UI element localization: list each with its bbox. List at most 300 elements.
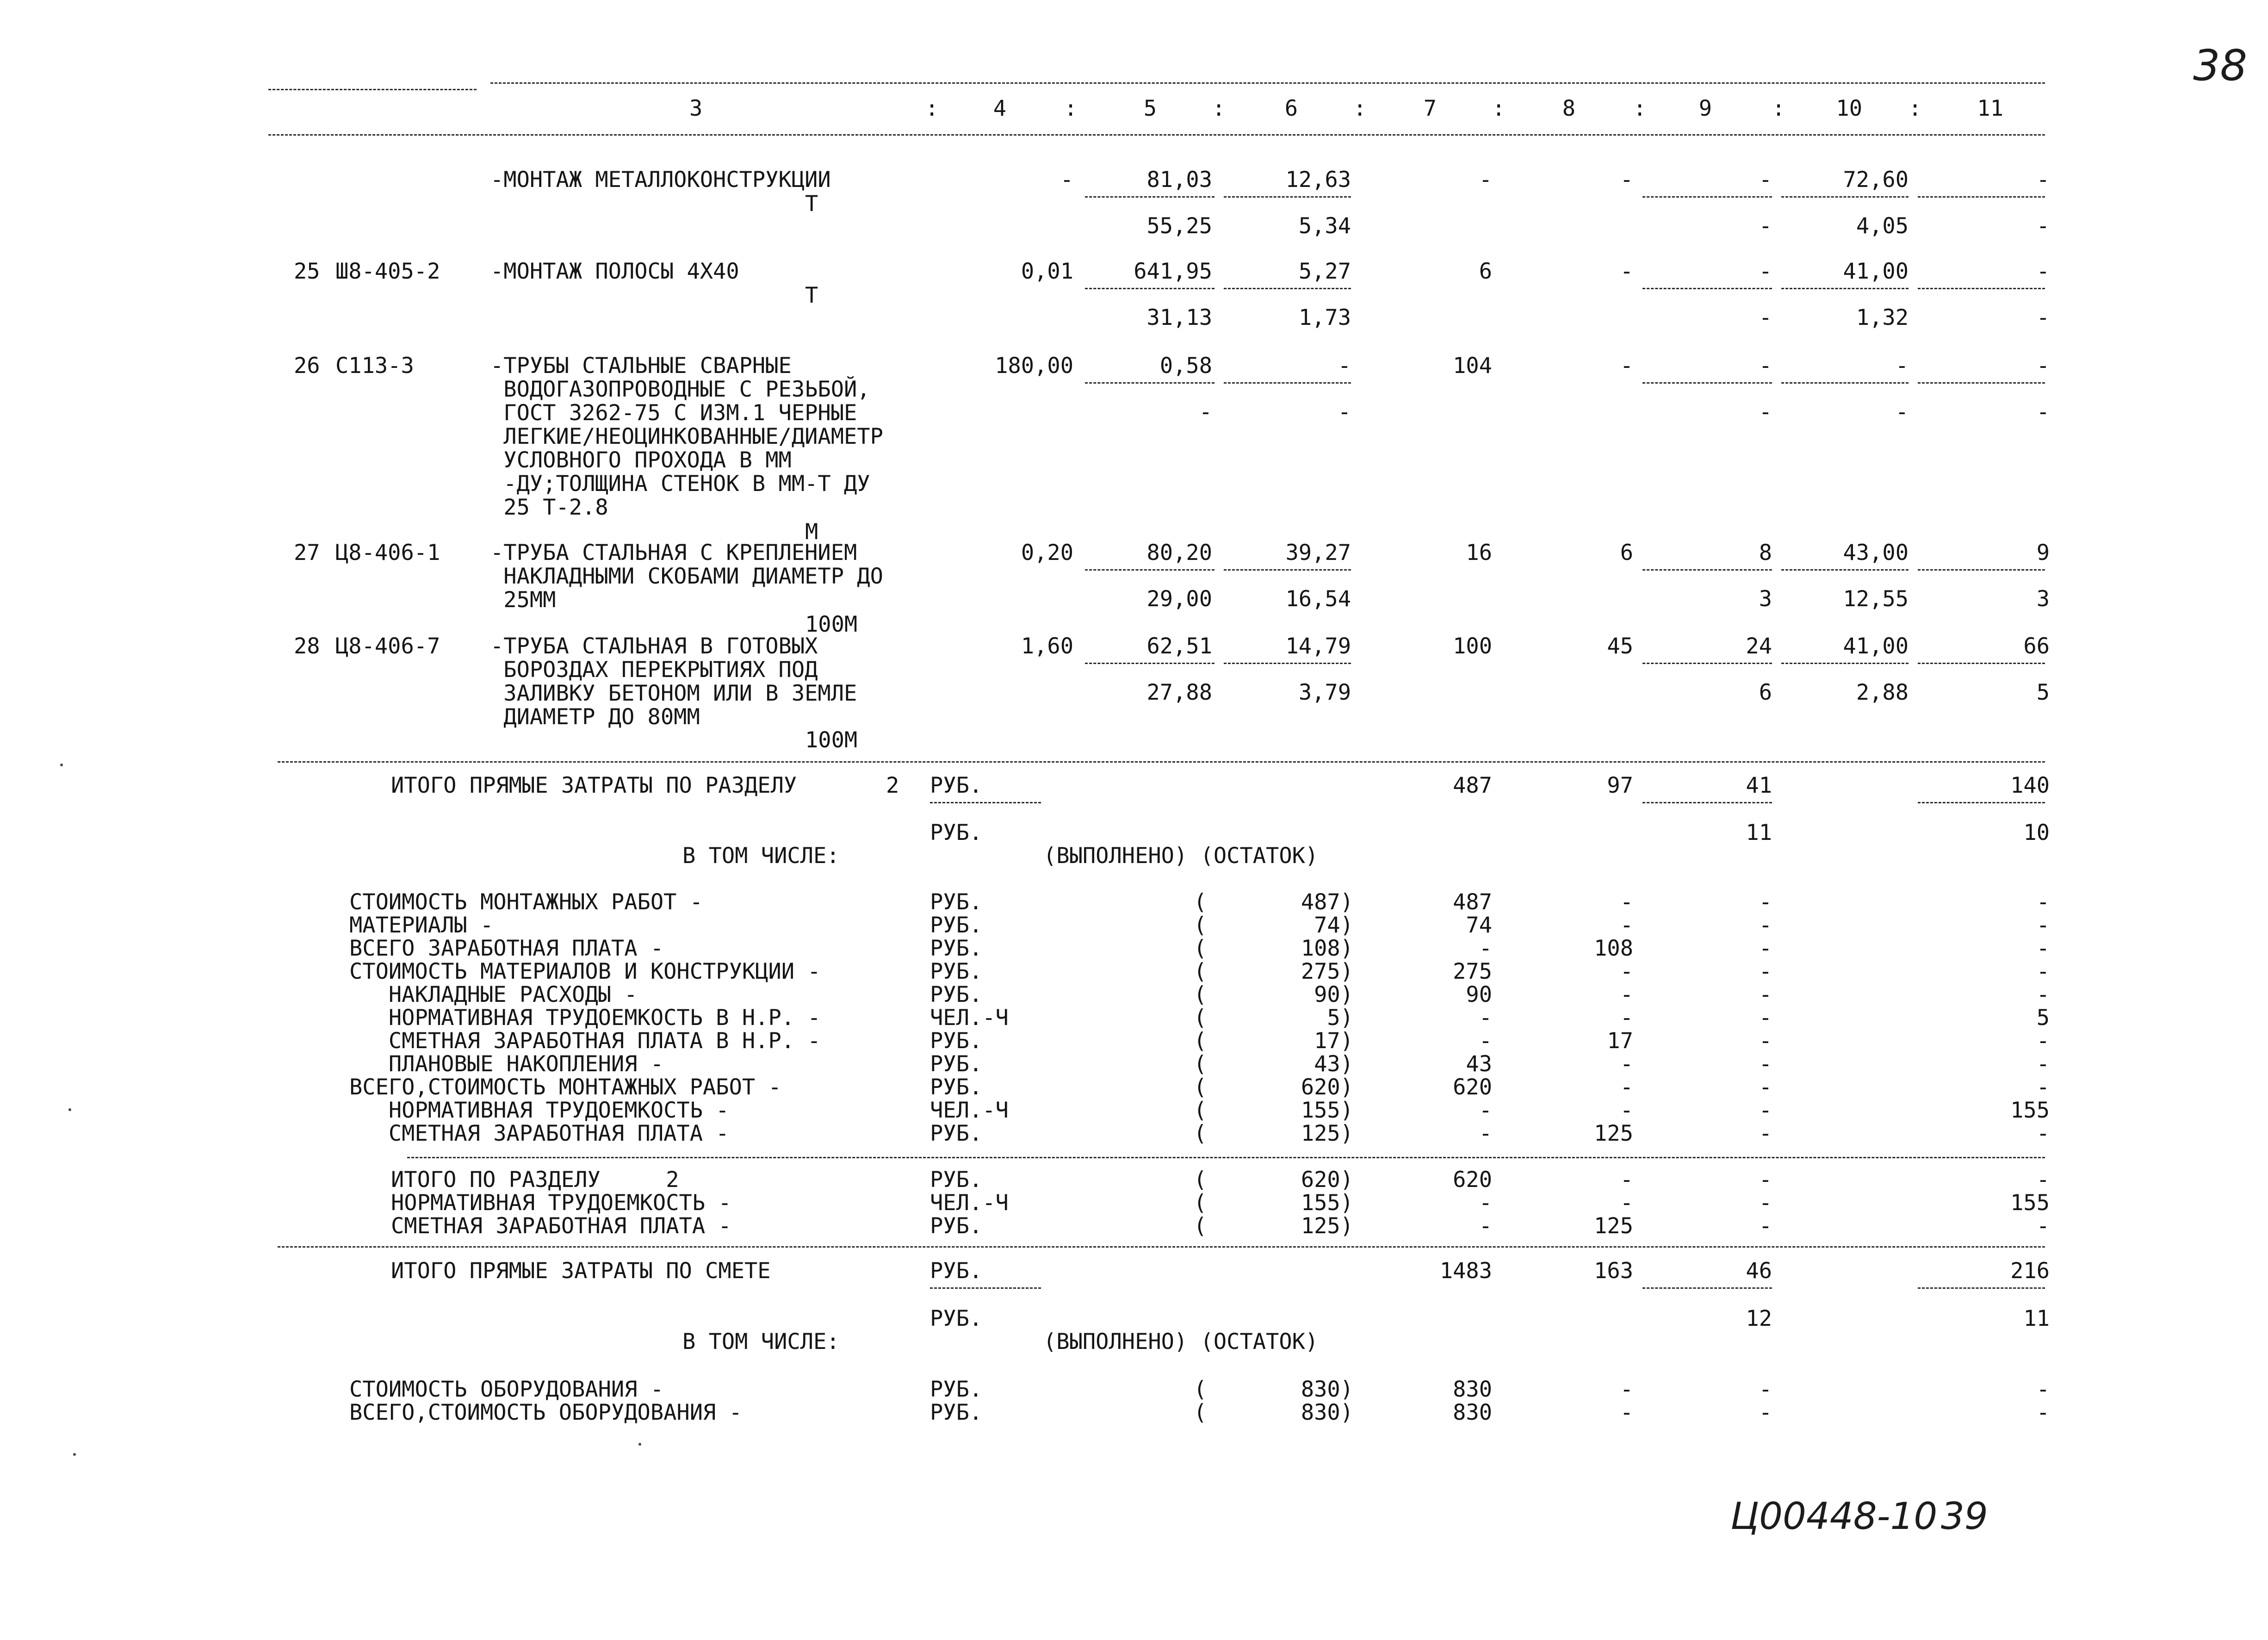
breakdown-row-label: СТОИМОСТЬ МОНТАЖНЫХ РАБОТ -: [349, 889, 703, 915]
estimate-unit-rule: [930, 1287, 1041, 1289]
breakdown-row-c11: -: [2036, 1075, 2050, 1100]
entry-c4: 180,00: [995, 353, 1073, 379]
entry-description: НАКЛАДНЫМИ СКОБАМИ ДИАМЕТР ДО: [490, 564, 883, 589]
entry-sub-rule-10: [1781, 569, 1909, 571]
breakdown-row-c11: -: [2036, 913, 2050, 938]
entry-c4: 1,60: [1021, 634, 1073, 659]
section-total-rule-9: [1642, 802, 1772, 803]
breakdown-row-value: 108): [1301, 936, 1353, 961]
header-col-9: 9: [1698, 96, 1712, 121]
entry-description: -ДУ;ТОЛЩИНА СТЕНОК В ММ-Т ДУ: [490, 471, 870, 497]
entry-c7: -: [1479, 167, 1492, 193]
section-final-c9: -: [1759, 1190, 1772, 1216]
entry-code: Ц8-406-1: [335, 540, 440, 565]
section-final-c9: -: [1759, 1213, 1772, 1239]
estimate-total-label: ИТОГО ПРЯМЫЕ ЗАТРАТЫ ПО СМЕТЕ: [391, 1258, 771, 1284]
entry-c9: 24: [1746, 634, 1772, 659]
equipment-row-label: ВСЕГО,СТОИМОСТЬ ОБОРУДОВАНИЯ -: [349, 1400, 742, 1425]
header-col-4: 4: [993, 96, 1006, 121]
breakdown-row-c11: 5: [2036, 1005, 2050, 1031]
entry-sub-rule-5: [1085, 288, 1215, 289]
breakdown-row-c8: -: [1620, 1005, 1633, 1031]
breakdown-row-c9: -: [1759, 1075, 1772, 1100]
including-label: В ТОМ ЧИСЛЕ:: [682, 1329, 840, 1354]
header-col-6: 6: [1284, 96, 1298, 121]
header-separator: :: [925, 96, 939, 121]
estimate-total-unit-2: РУБ.: [930, 1306, 983, 1331]
entry-c4: -: [1060, 167, 1073, 193]
estimate-total-c8: 163: [1594, 1258, 1633, 1284]
entry-c10: 41,00: [1843, 634, 1909, 659]
breakdown-row-label: ВСЕГО,СТОИМОСТЬ МОНТАЖНЫХ РАБОТ -: [349, 1075, 781, 1100]
document-code: Ц00448-10: [1730, 1495, 1938, 1538]
section-final-paren: (: [1194, 1190, 1207, 1216]
entry-c5: 80,20: [1146, 540, 1212, 565]
entry-sub-rule-11: [1918, 288, 2045, 289]
section-total-unit-rule: [930, 802, 1041, 803]
entry-c10: 43,00: [1843, 540, 1909, 565]
section-total-label: ИТОГО ПРЯМЫЕ ЗАТРАТЫ ПО РАЗДЕЛУ: [391, 773, 797, 798]
breakdown-row-c7: 275: [1453, 959, 1492, 984]
header-col-7: 7: [1423, 96, 1437, 121]
breakdown-row-c9: -: [1759, 889, 1772, 915]
equipment-row-c9: -: [1759, 1400, 1772, 1425]
equipment-row-unit: РУБ.: [930, 1377, 983, 1402]
section-total-c9-sub: 11: [1746, 820, 1772, 845]
estimate-rule-11: [1918, 1287, 2045, 1289]
header-separator: :: [1772, 96, 1785, 121]
section-total-c8: 97: [1607, 773, 1633, 798]
breakdown-row-unit: РУБ.: [930, 1028, 983, 1054]
entry-description: -ТРУБА СТАЛЬНАЯ С КРЕПЛЕНИЕМ: [490, 540, 857, 565]
entry-c6-sub: 16,54: [1285, 586, 1351, 612]
breakdown-row-c7: -: [1479, 1121, 1492, 1146]
breakdown-row-label: НАКЛАДНЫЕ РАСХОДЫ -: [349, 982, 638, 1007]
breakdown-row-paren: (: [1194, 982, 1207, 1007]
entry-sub-rule-5: [1085, 569, 1215, 571]
entry-c11: -: [2036, 167, 2050, 193]
entry-description: БОРОЗДАХ ПЕРЕКРЫТИЯХ ПОД: [490, 657, 818, 683]
breakdown-row-c11: -: [2036, 936, 2050, 961]
including-label: В ТОМ ЧИСЛЕ:: [682, 843, 840, 869]
entry-c10: 41,00: [1843, 259, 1909, 284]
breakdown-row-c8: 125: [1594, 1121, 1633, 1146]
breakdown-row-c7: 487: [1453, 889, 1492, 915]
breakdown-row-c7: -: [1479, 936, 1492, 961]
entry-c6-sub: 1,73: [1298, 305, 1351, 330]
entry-c8: -: [1620, 259, 1633, 284]
entry-sub-rule-6: [1224, 288, 1351, 289]
equipment-row-unit: РУБ.: [930, 1400, 983, 1425]
breakdown-row-label: НОРМАТИВНАЯ ТРУДОЕМКОСТЬ -: [349, 1098, 729, 1123]
section-final-c8: -: [1620, 1190, 1633, 1216]
estimate-total-c11: 216: [2010, 1258, 2050, 1284]
section-final-c8: -: [1620, 1167, 1633, 1193]
scan-speck: [638, 1443, 641, 1446]
entry-c10-sub: 4,05: [1856, 213, 1909, 239]
entry-c8: 45: [1607, 634, 1633, 659]
breakdown-row-paren: (: [1194, 889, 1207, 915]
entry-c11-sub: -: [2036, 399, 2050, 425]
entry-c11: -: [2036, 259, 2050, 284]
entry-c8: -: [1620, 167, 1633, 193]
entry-description: УСЛОВНОГО ПРОХОДА В ММ: [490, 447, 792, 473]
entry-sub-rule-10: [1781, 288, 1909, 289]
section-total-c11: 140: [2010, 773, 2050, 798]
breakdown-row-c11: 155: [2010, 1098, 2050, 1123]
breakdown-row-unit: ЧЕЛ.-Ч: [930, 1005, 1009, 1031]
section-final-label: СМЕТНАЯ ЗАРАБОТНАЯ ПЛАТА -: [391, 1213, 731, 1239]
section-final-c7: -: [1479, 1190, 1492, 1216]
breakdown-row-c9: -: [1759, 936, 1772, 961]
breakdown-row-value: 487): [1301, 889, 1353, 915]
entry-c5-sub: 55,25: [1146, 213, 1212, 239]
breakdown-row-c8: -: [1620, 913, 1633, 938]
entry-c6: -: [1338, 353, 1351, 379]
header-col-10: 10: [1836, 96, 1862, 121]
entry-number: 28: [294, 634, 320, 659]
breakdown-row-value: 90): [1314, 982, 1353, 1007]
breakdown-row-value: 620): [1301, 1075, 1353, 1100]
section-final-label: НОРМАТИВНАЯ ТРУДОЕМКОСТЬ -: [391, 1190, 731, 1216]
entry-unit: 100М: [805, 727, 858, 753]
entry-c7: 16: [1466, 540, 1492, 565]
header-col-5: 5: [1143, 96, 1157, 121]
breakdown-row-c9: -: [1759, 1005, 1772, 1031]
entry-number: 25: [294, 259, 320, 284]
entry-description: -ТРУБЫ СТАЛЬНЫЕ СВАРНЫЕ: [490, 353, 792, 379]
entry-c5: 81,03: [1146, 167, 1212, 193]
section-final-c9: -: [1759, 1167, 1772, 1193]
section-final-paren: (: [1194, 1167, 1207, 1193]
entry-description: -МОНТАЖ МЕТАЛЛОКОНСТРУКЦИИ: [490, 167, 831, 193]
entry-description: ГОСТ 3262-75 С ИЗМ.1 ЧЕРНЫЕ: [490, 400, 857, 426]
breakdown-row-c9: -: [1759, 982, 1772, 1007]
breakdown-row-value: 275): [1301, 959, 1353, 984]
breakdown-row-unit: ЧЕЛ.-Ч: [930, 1098, 1009, 1123]
entry-sub-rule-10: [1781, 196, 1909, 198]
entry-sub-rule-6: [1224, 663, 1351, 664]
entry-sub-rule-5: [1085, 663, 1215, 664]
entry-sub-rule-11: [1918, 196, 2045, 198]
entry-sub-rule-6: [1224, 569, 1351, 571]
section-final-c8: 125: [1594, 1213, 1633, 1239]
entry-c10-sub: 1,32: [1856, 305, 1909, 330]
entry-c6: 5,27: [1298, 259, 1351, 284]
breakdown-row-paren: (: [1194, 1098, 1207, 1123]
entry-sub-rule-9: [1642, 288, 1772, 289]
entry-sub-rule-9: [1642, 382, 1772, 384]
entry-c5: 62,51: [1146, 634, 1212, 659]
breakdown-row-value: 125): [1301, 1121, 1353, 1146]
breakdown-row-c7: 43: [1466, 1051, 1492, 1077]
breakdown-row-paren: (: [1194, 913, 1207, 938]
equipment-row-c8: -: [1620, 1377, 1633, 1402]
header-separator: :: [1212, 96, 1226, 121]
equipment-row-paren: (: [1194, 1400, 1207, 1425]
entry-c11: -: [2036, 353, 2050, 379]
section-total-c7: 487: [1453, 773, 1492, 798]
section-rule: [278, 761, 2045, 763]
entry-c6-sub: -: [1338, 399, 1351, 425]
entry-c9: 8: [1759, 540, 1772, 565]
breakdown-row-value: 43): [1314, 1051, 1353, 1077]
entry-c6: 14,79: [1285, 634, 1351, 659]
equipment-row-c9: -: [1759, 1377, 1772, 1402]
entry-c10: 72,60: [1843, 167, 1909, 193]
breakdown-row-unit: РУБ.: [930, 1051, 983, 1077]
breakdown-row-c7: 74: [1466, 913, 1492, 938]
estimate-total-c9: 46: [1746, 1258, 1772, 1284]
header-bottom-rule: [268, 134, 2045, 136]
entry-sub-rule-11: [1918, 569, 2045, 571]
breakdown-row-c9: -: [1759, 959, 1772, 984]
header-separator: :: [1633, 96, 1647, 121]
entry-c8: -: [1620, 353, 1633, 379]
page-number: 38: [2193, 41, 2248, 90]
entry-c7: 6: [1479, 259, 1492, 284]
entry-c5-sub: 31,13: [1146, 305, 1212, 330]
entry-c6-sub: 3,79: [1298, 680, 1351, 705]
breakdown-row-c8: -: [1620, 1051, 1633, 1077]
entry-c7: 100: [1453, 634, 1492, 659]
breakdown-row-paren: (: [1194, 1051, 1207, 1077]
entry-sub-rule-10: [1781, 382, 1909, 384]
header-col-3: 3: [689, 96, 703, 121]
estimate-rule-9: [1642, 1287, 1772, 1289]
header-top-rule-left: [268, 89, 477, 90]
section-total-unit: РУБ.: [930, 773, 983, 798]
entry-c11-sub: -: [2036, 213, 2050, 239]
header-separator: :: [1064, 96, 1078, 121]
breakdown-row-c9: -: [1759, 1051, 1772, 1077]
breakdown-row-c11: -: [2036, 1121, 2050, 1146]
breakdown-row-c8: -: [1620, 1075, 1633, 1100]
entry-sub-rule-5: [1085, 382, 1215, 384]
entry-description: 25ММ: [490, 587, 556, 613]
entry-sub-rule-6: [1224, 382, 1351, 384]
entry-c4: 0,01: [1021, 259, 1073, 284]
entry-number: 26: [294, 353, 320, 379]
breakdown-row-c11: -: [2036, 1051, 2050, 1077]
section-total-c9: 41: [1746, 773, 1772, 798]
breakdown-row-c11: -: [2036, 982, 2050, 1007]
breakdown-row-c11: -: [2036, 1028, 2050, 1054]
breakdown-row-label: ВСЕГО ЗАРАБОТНАЯ ПЛАТА -: [349, 936, 664, 961]
entry-c8: 6: [1620, 540, 1633, 565]
entry-unit: М: [805, 519, 818, 545]
breakdown-row-label: НОРМАТИВНАЯ ТРУДОЕМКОСТЬ В Н.Р. -: [349, 1005, 821, 1031]
breakdown-end-rule: [407, 1157, 2045, 1158]
entry-c10-sub: -: [1895, 399, 1909, 425]
equipment-row-value: 830): [1301, 1400, 1353, 1425]
entry-description: 25 Т-2.8: [490, 495, 608, 520]
breakdown-row-c9: -: [1759, 1098, 1772, 1123]
entry-c7: 104: [1453, 353, 1492, 379]
header-col-11: 11: [1977, 96, 2003, 121]
entry-sub-rule-9: [1642, 196, 1772, 198]
breakdown-row-unit: РУБ.: [930, 913, 983, 938]
entry-sub-rule-5: [1085, 196, 1215, 198]
breakdown-row-c7: 90: [1466, 982, 1492, 1007]
entry-sub-rule-9: [1642, 569, 1772, 571]
section-final-value: 125): [1301, 1213, 1353, 1239]
entry-c9: -: [1759, 167, 1772, 193]
entry-number: 27: [294, 540, 320, 565]
section-final-c11: 155: [2010, 1190, 2050, 1216]
equipment-row-paren: (: [1194, 1377, 1207, 1402]
section-final-unit: РУБ.: [930, 1213, 983, 1239]
breakdown-row-paren: (: [1194, 959, 1207, 984]
entry-sub-rule-11: [1918, 382, 2045, 384]
equipment-row-label: СТОИМОСТЬ ОБОРУДОВАНИЯ -: [349, 1377, 664, 1402]
section-total-c11-sub: 10: [2023, 820, 2050, 845]
equipment-row-c11: -: [2036, 1377, 2050, 1402]
scan-speck: [60, 764, 63, 766]
breakdown-row-label: СМЕТНАЯ ЗАРАБОТНАЯ ПЛАТА В Н.Р. -: [349, 1028, 821, 1054]
section-final-value: 155): [1301, 1190, 1353, 1216]
breakdown-row-unit: РУБ.: [930, 982, 983, 1007]
header-separator: :: [1492, 96, 1506, 121]
entry-description: -ТРУБА СТАЛЬНАЯ В ГОТОВЫХ: [490, 634, 818, 659]
breakdown-row-paren: (: [1194, 936, 1207, 961]
breakdown-row-label: СТОИМОСТЬ МАТЕРИАЛОВ И КОНСТРУКЦИИ -: [349, 959, 821, 984]
breakdown-row-unit: РУБ.: [930, 1121, 983, 1146]
breakdown-row-c8: -: [1620, 889, 1633, 915]
sheet-number: 39: [1941, 1495, 1988, 1538]
breakdown-row-label: ПЛАНОВЫЕ НАКОПЛЕНИЯ -: [349, 1051, 664, 1077]
breakdown-row-c9: -: [1759, 913, 1772, 938]
entry-sub-rule-10: [1781, 663, 1909, 664]
entry-unit: Т: [805, 191, 818, 217]
breakdown-row-paren: (: [1194, 1121, 1207, 1146]
header-separator: :: [1353, 96, 1367, 121]
estimate-total-c9-sub: 12: [1746, 1306, 1772, 1331]
breakdown-row-c11: -: [2036, 959, 2050, 984]
entry-c9-sub: 3: [1759, 586, 1772, 612]
section-final-unit: РУБ.: [930, 1167, 983, 1193]
done-rest-label: (ВЫПОЛНЕНО) (ОСТАТОК): [1043, 1329, 1319, 1354]
breakdown-row-paren: (: [1194, 1028, 1207, 1054]
section-final-c11: -: [2036, 1167, 2050, 1193]
entry-c5-sub: -: [1199, 399, 1212, 425]
entry-c11: 9: [2036, 540, 2050, 565]
entry-unit: Т: [805, 283, 818, 308]
breakdown-row-value: 155): [1301, 1098, 1353, 1123]
breakdown-row-c7: -: [1479, 1028, 1492, 1054]
section-total-unit-2: РУБ.: [930, 820, 983, 845]
entry-description: ВОДОГАЗОПРОВОДНЫЕ С РЕЗЬБОЙ,: [490, 377, 870, 402]
breakdown-row-value: 74): [1314, 913, 1353, 938]
breakdown-row-unit: РУБ.: [930, 959, 983, 984]
breakdown-row-c8: 108: [1594, 936, 1633, 961]
entry-sub-rule-11: [1918, 663, 2045, 664]
entry-sub-rule-6: [1224, 196, 1351, 198]
entry-c9: -: [1759, 259, 1772, 284]
entry-c11-sub: 5: [2036, 680, 2050, 705]
breakdown-row-c8: -: [1620, 959, 1633, 984]
entry-c11-sub: -: [2036, 305, 2050, 330]
breakdown-row-unit: РУБ.: [930, 1075, 983, 1100]
scan-speck: [73, 1453, 76, 1456]
breakdown-row-c11: -: [2036, 889, 2050, 915]
entry-c9-sub: -: [1759, 305, 1772, 330]
section-final-c11: -: [2036, 1213, 2050, 1239]
estimate-total-unit: РУБ.: [930, 1258, 983, 1284]
entry-code: С113-3: [335, 353, 414, 379]
breakdown-row-value: 5): [1327, 1005, 1353, 1031]
section-total-rule-11: [1918, 802, 2045, 803]
entry-unit: 100М: [805, 612, 858, 637]
entry-c6: 39,27: [1285, 540, 1351, 565]
entry-description: ДИАМЕТР ДО 80ММ: [490, 704, 700, 730]
section-final-c7: 620: [1453, 1167, 1492, 1193]
entry-c4: 0,20: [1021, 540, 1073, 565]
breakdown-row-paren: (: [1194, 1005, 1207, 1031]
header-top-rule: [490, 82, 2045, 84]
scan-speck: [68, 1108, 71, 1111]
entry-c6: 12,63: [1285, 167, 1351, 193]
breakdown-row-value: 17): [1314, 1028, 1353, 1054]
breakdown-row-c7: -: [1479, 1005, 1492, 1031]
entry-c5: 641,95: [1134, 259, 1212, 284]
entry-c11: 66: [2023, 634, 2050, 659]
entry-description: ЛЕГКИЕ/НЕОЦИНКОВАННЫЕ/ДИАМЕТР: [490, 424, 883, 449]
entry-c9-sub: -: [1759, 399, 1772, 425]
entry-code: Ш8-405-2: [335, 259, 440, 284]
equipment-row-c8: -: [1620, 1400, 1633, 1425]
entry-c10: -: [1895, 353, 1909, 379]
estimate-total-c7: 1483: [1439, 1258, 1492, 1284]
section-final-label: ИТОГО ПО РАЗДЕЛУ 2: [391, 1167, 679, 1193]
entry-c5: 0,58: [1159, 353, 1212, 379]
breakdown-row-c8: -: [1620, 1098, 1633, 1123]
breakdown-row-label: МАТЕРИАЛЫ -: [349, 913, 494, 938]
breakdown-row-unit: РУБ.: [930, 936, 983, 961]
estimate-total-c11-sub: 11: [2023, 1306, 2050, 1331]
breakdown-row-c9: -: [1759, 1028, 1772, 1054]
entry-c9: -: [1759, 353, 1772, 379]
entry-description: ЗАЛИВКУ БЕТОНОМ ИЛИ В ЗЕМЛЕ: [490, 681, 857, 706]
entry-c9-sub: -: [1759, 213, 1772, 239]
breakdown-row-paren: (: [1194, 1075, 1207, 1100]
section-final-paren: (: [1194, 1213, 1207, 1239]
breakdown-row-c8: -: [1620, 982, 1633, 1007]
entry-code: Ц8-406-7: [335, 634, 440, 659]
header-separator: :: [1909, 96, 1922, 121]
breakdown-row-c8: 17: [1607, 1028, 1633, 1054]
equipment-row-value: 830): [1301, 1377, 1353, 1402]
breakdown-row-unit: РУБ.: [930, 889, 983, 915]
section-number: 2: [886, 773, 899, 798]
breakdown-row-label: СМЕТНАЯ ЗАРАБОТНАЯ ПЛАТА -: [349, 1121, 729, 1146]
entry-c5-sub: 29,00: [1146, 586, 1212, 612]
entry-c10-sub: 12,55: [1843, 586, 1909, 612]
estimate-rule: [278, 1246, 2045, 1248]
entry-c10-sub: 2,88: [1856, 680, 1909, 705]
section-final-unit: ЧЕЛ.-Ч: [930, 1190, 1009, 1216]
section-final-c7: -: [1479, 1213, 1492, 1239]
breakdown-row-c7: -: [1479, 1098, 1492, 1123]
equipment-row-c11: -: [2036, 1400, 2050, 1425]
entry-c11-sub: 3: [2036, 586, 2050, 612]
entry-c5-sub: 27,88: [1146, 680, 1212, 705]
equipment-row-c7: 830: [1453, 1400, 1492, 1425]
entry-c9-sub: 6: [1759, 680, 1772, 705]
entry-description: -МОНТАЖ ПОЛОСЫ 4Х40: [490, 259, 739, 284]
breakdown-row-c7: 620: [1453, 1075, 1492, 1100]
entry-sub-rule-9: [1642, 663, 1772, 664]
